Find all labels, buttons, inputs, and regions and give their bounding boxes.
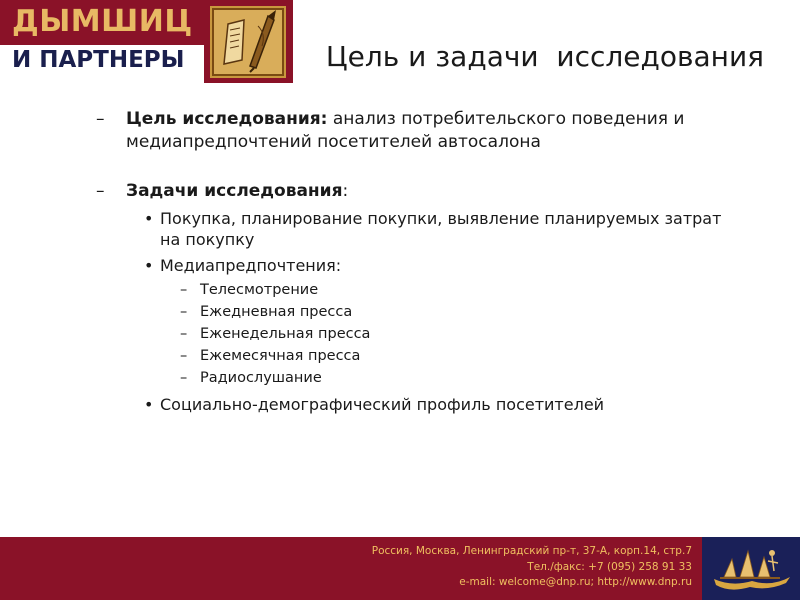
- media-subitem: [96, 367, 736, 389]
- task-text: Медиапредпочтения:: [160, 256, 342, 275]
- media-subitem-text: Ежемесячная пресса: [200, 348, 361, 364]
- footer-phone: Тел./факс: +7 (095) 258 91 33: [527, 560, 692, 573]
- logo-name-line1: ДЫМШИЦ: [12, 4, 193, 39]
- ship-emblem-icon: [702, 537, 800, 600]
- quill-pen-emblem-icon: [210, 6, 286, 78]
- dash-marker: –: [180, 348, 188, 364]
- tasks-colon: :: [342, 181, 349, 201]
- dash-marker: –: [180, 282, 188, 298]
- dash-marker: –: [180, 326, 188, 342]
- footer-contacts: [372, 544, 692, 591]
- tasks-list: [96, 208, 736, 415]
- footer-email-link[interactable]: e-mail: welcome@dnp.ru; http://www.dnp.ru: [459, 576, 692, 588]
- slide-title: Цель и задачи исследования: [325, 40, 764, 73]
- dash-marker: –: [180, 370, 188, 386]
- dash-marker: –: [180, 304, 188, 320]
- task-text: Покупка, планирование покупки, выявление планируемых затрат на покупку: [160, 209, 722, 249]
- task-text: Социально-демографический профиль посетителей: [160, 395, 605, 414]
- dash-marker: –: [96, 109, 105, 129]
- tasks-heading: Задачи исследования: [126, 181, 343, 201]
- goal-item: [96, 108, 736, 154]
- footer-address: Россия, Москва, Ленинградский пр-т, 37-А, корп.14, стр.7: [371, 545, 692, 557]
- dash-marker: –: [96, 181, 105, 201]
- bullet-marker: •: [144, 395, 154, 414]
- slide-content: [96, 108, 736, 415]
- task-item-media: [96, 255, 736, 276]
- company-logo: [0, 0, 293, 83]
- goal-heading: Цель исследования:: [126, 109, 328, 129]
- media-subitem-text: Ежедневная пресса: [200, 304, 353, 320]
- media-subitem: [96, 323, 736, 345]
- task-item-purchase: [96, 208, 736, 250]
- media-subitem-text: Телесмотрение: [200, 282, 319, 298]
- footer: [0, 537, 800, 600]
- bullet-marker: •: [144, 256, 154, 275]
- goal-text: анализ потребительского поведения и медиапредпочтений посетителей автосалона: [126, 109, 685, 152]
- logo-name-line2: И ПАРТНЕРЫ: [12, 47, 185, 73]
- media-subitems-list: [96, 279, 736, 389]
- task-item-demographics: [96, 394, 736, 415]
- media-subitem-text: Радиослушание: [200, 370, 322, 386]
- media-subitem: [96, 345, 736, 367]
- tasks-item: [96, 180, 736, 203]
- media-subitem: [96, 279, 736, 301]
- bullet-marker: •: [144, 209, 154, 228]
- media-subitem-text: Еженедельная пресса: [200, 326, 371, 342]
- media-subitem: [96, 301, 736, 323]
